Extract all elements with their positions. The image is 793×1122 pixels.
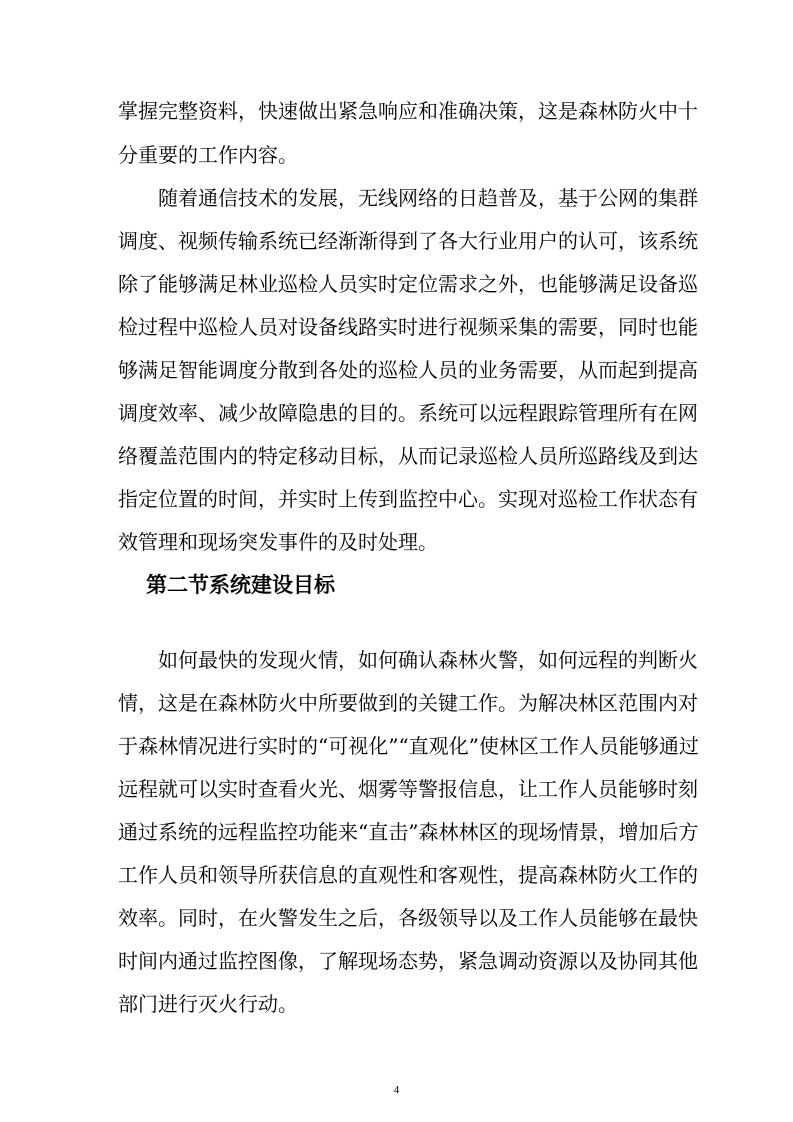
paragraph-2-line-4: 检过程中巡检人员对设备线路实时进行视频采集的需要，同时也能 <box>118 315 698 339</box>
paragraph-1-line-2: 分重要的工作内容。 <box>118 143 298 167</box>
paragraph-3-line-9: 部门进行灭火行动。 <box>118 992 298 1016</box>
paragraph-3-line-2: 情，这是在森林防火中所要做到的关键工作。为解决林区范围内对 <box>118 691 698 715</box>
paragraph-3-line-6: 工作人员和领导所获信息的直观性和客观性，提高森林防火工作的 <box>118 863 698 887</box>
paragraph-1-line-1: 掌握完整资料，快速做出紧急响应和准确决策，这是森林防火中十 <box>118 99 698 123</box>
paragraph-2-line-8: 指定位置的时间，并实时上传到监控中心。实现对巡检工作状态有 <box>118 487 698 511</box>
paragraph-3-line-4: 远程就可以实时查看火光、烟雾等警报信息，让工作人员能够时刻 <box>118 777 698 801</box>
paragraph-3-line-3: 于森林情况进行实时的“可视化”“直观化”使林区工作人员能够通过 <box>118 734 699 758</box>
paragraph-3-line-8: 时间内通过监控图像，了解现场态势，紧急调动资源以及协同其他 <box>118 949 698 973</box>
paragraph-3-line-7: 效率。同时，在火警发生之后，各级领导以及工作人员能够在最快 <box>118 906 698 930</box>
page-number: 4 <box>393 1084 400 1096</box>
paragraph-2-line-2: 调度、视频传输系统已经渐渐得到了各大行业用户的认可，该系统 <box>118 229 698 253</box>
paragraph-2-line-6: 调度效率、减少故障隐患的目的。系统可以远程跟踪管理所有在网 <box>118 401 698 425</box>
paragraph-2-line-1: 随着通信技术的发展，无线网络的日趋普及，基于公网的集群 <box>158 186 698 210</box>
paragraph-2-line-3: 除了能够满足林业巡检人员实时定位需求之外，也能够满足设备巡 <box>118 272 698 296</box>
paragraph-3-line-5: 通过系统的远程监控功能来“直击”森林林区的现场情景，增加后方 <box>118 820 699 844</box>
paragraph-2-line-7: 络覆盖范围内的特定移动目标，从而记录巡检人员所巡路线及到达 <box>118 444 698 468</box>
paragraph-2-line-9: 效管理和现场突发事件的及时处理。 <box>118 530 438 554</box>
section-heading: 第二节系统建设目标 <box>146 573 335 597</box>
paragraph-3-line-1: 如何最快的发现火情，如何确认森林火警，如何远程的判断火 <box>158 648 698 672</box>
paragraph-2-line-5: 够满足智能调度分散到各处的巡检人员的业务需要，从而起到提高 <box>118 358 698 382</box>
